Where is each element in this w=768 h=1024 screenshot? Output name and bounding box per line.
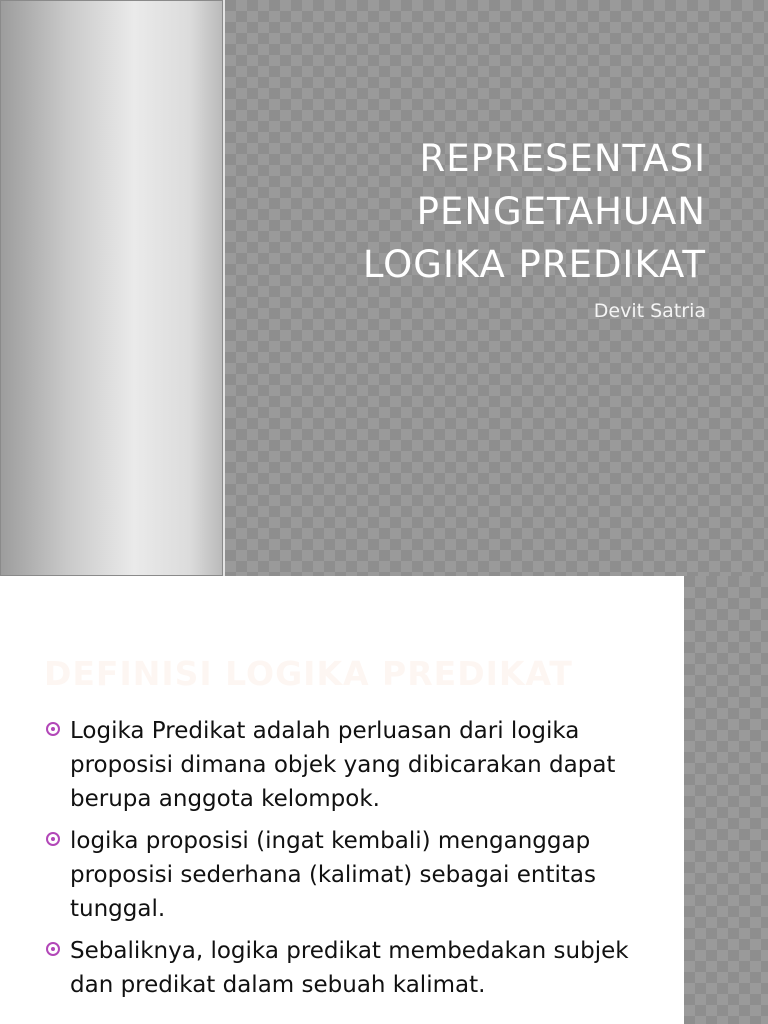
- list-item: [44, 934, 664, 1002]
- title-line-1: REPRESENTASI: [419, 137, 706, 180]
- patterned-background: [225, 0, 768, 576]
- slide-subtitle: Devit Satria: [593, 300, 706, 322]
- circle-dot-bullet-icon: [46, 942, 60, 956]
- bullet-text: Sebaliknya, logika predikat membedakan subjek dan predikat dalam sebuah kalimat.: [70, 938, 629, 998]
- circle-dot-bullet-icon: [46, 832, 60, 846]
- slide-heading: DEFINISI LOGIKA PREDIKAT: [44, 654, 573, 693]
- slide-title: [266, 132, 706, 291]
- bullet-list: [44, 714, 664, 1010]
- patterned-side-bar: [684, 576, 768, 1024]
- title-line-2: PENGETAHUAN: [416, 190, 706, 233]
- circle-dot-bullet-icon: [46, 722, 60, 736]
- title-line-3: LOGIKA PREDIKAT: [362, 243, 706, 286]
- list-item: [44, 824, 664, 926]
- bullet-text: logika proposisi (ingat kembali) menganggap proposisi sederhana (kalimat) sebagai entitas tunggal.: [70, 828, 596, 922]
- left-gradient-panel: [0, 0, 223, 576]
- list-item: [44, 714, 664, 816]
- bullet-text: Logika Predikat adalah perluasan dari logika proposisi dimana objek yang dibicarakan dapat berupa anggota kelompok.: [70, 718, 616, 812]
- content-slide: [0, 576, 768, 1024]
